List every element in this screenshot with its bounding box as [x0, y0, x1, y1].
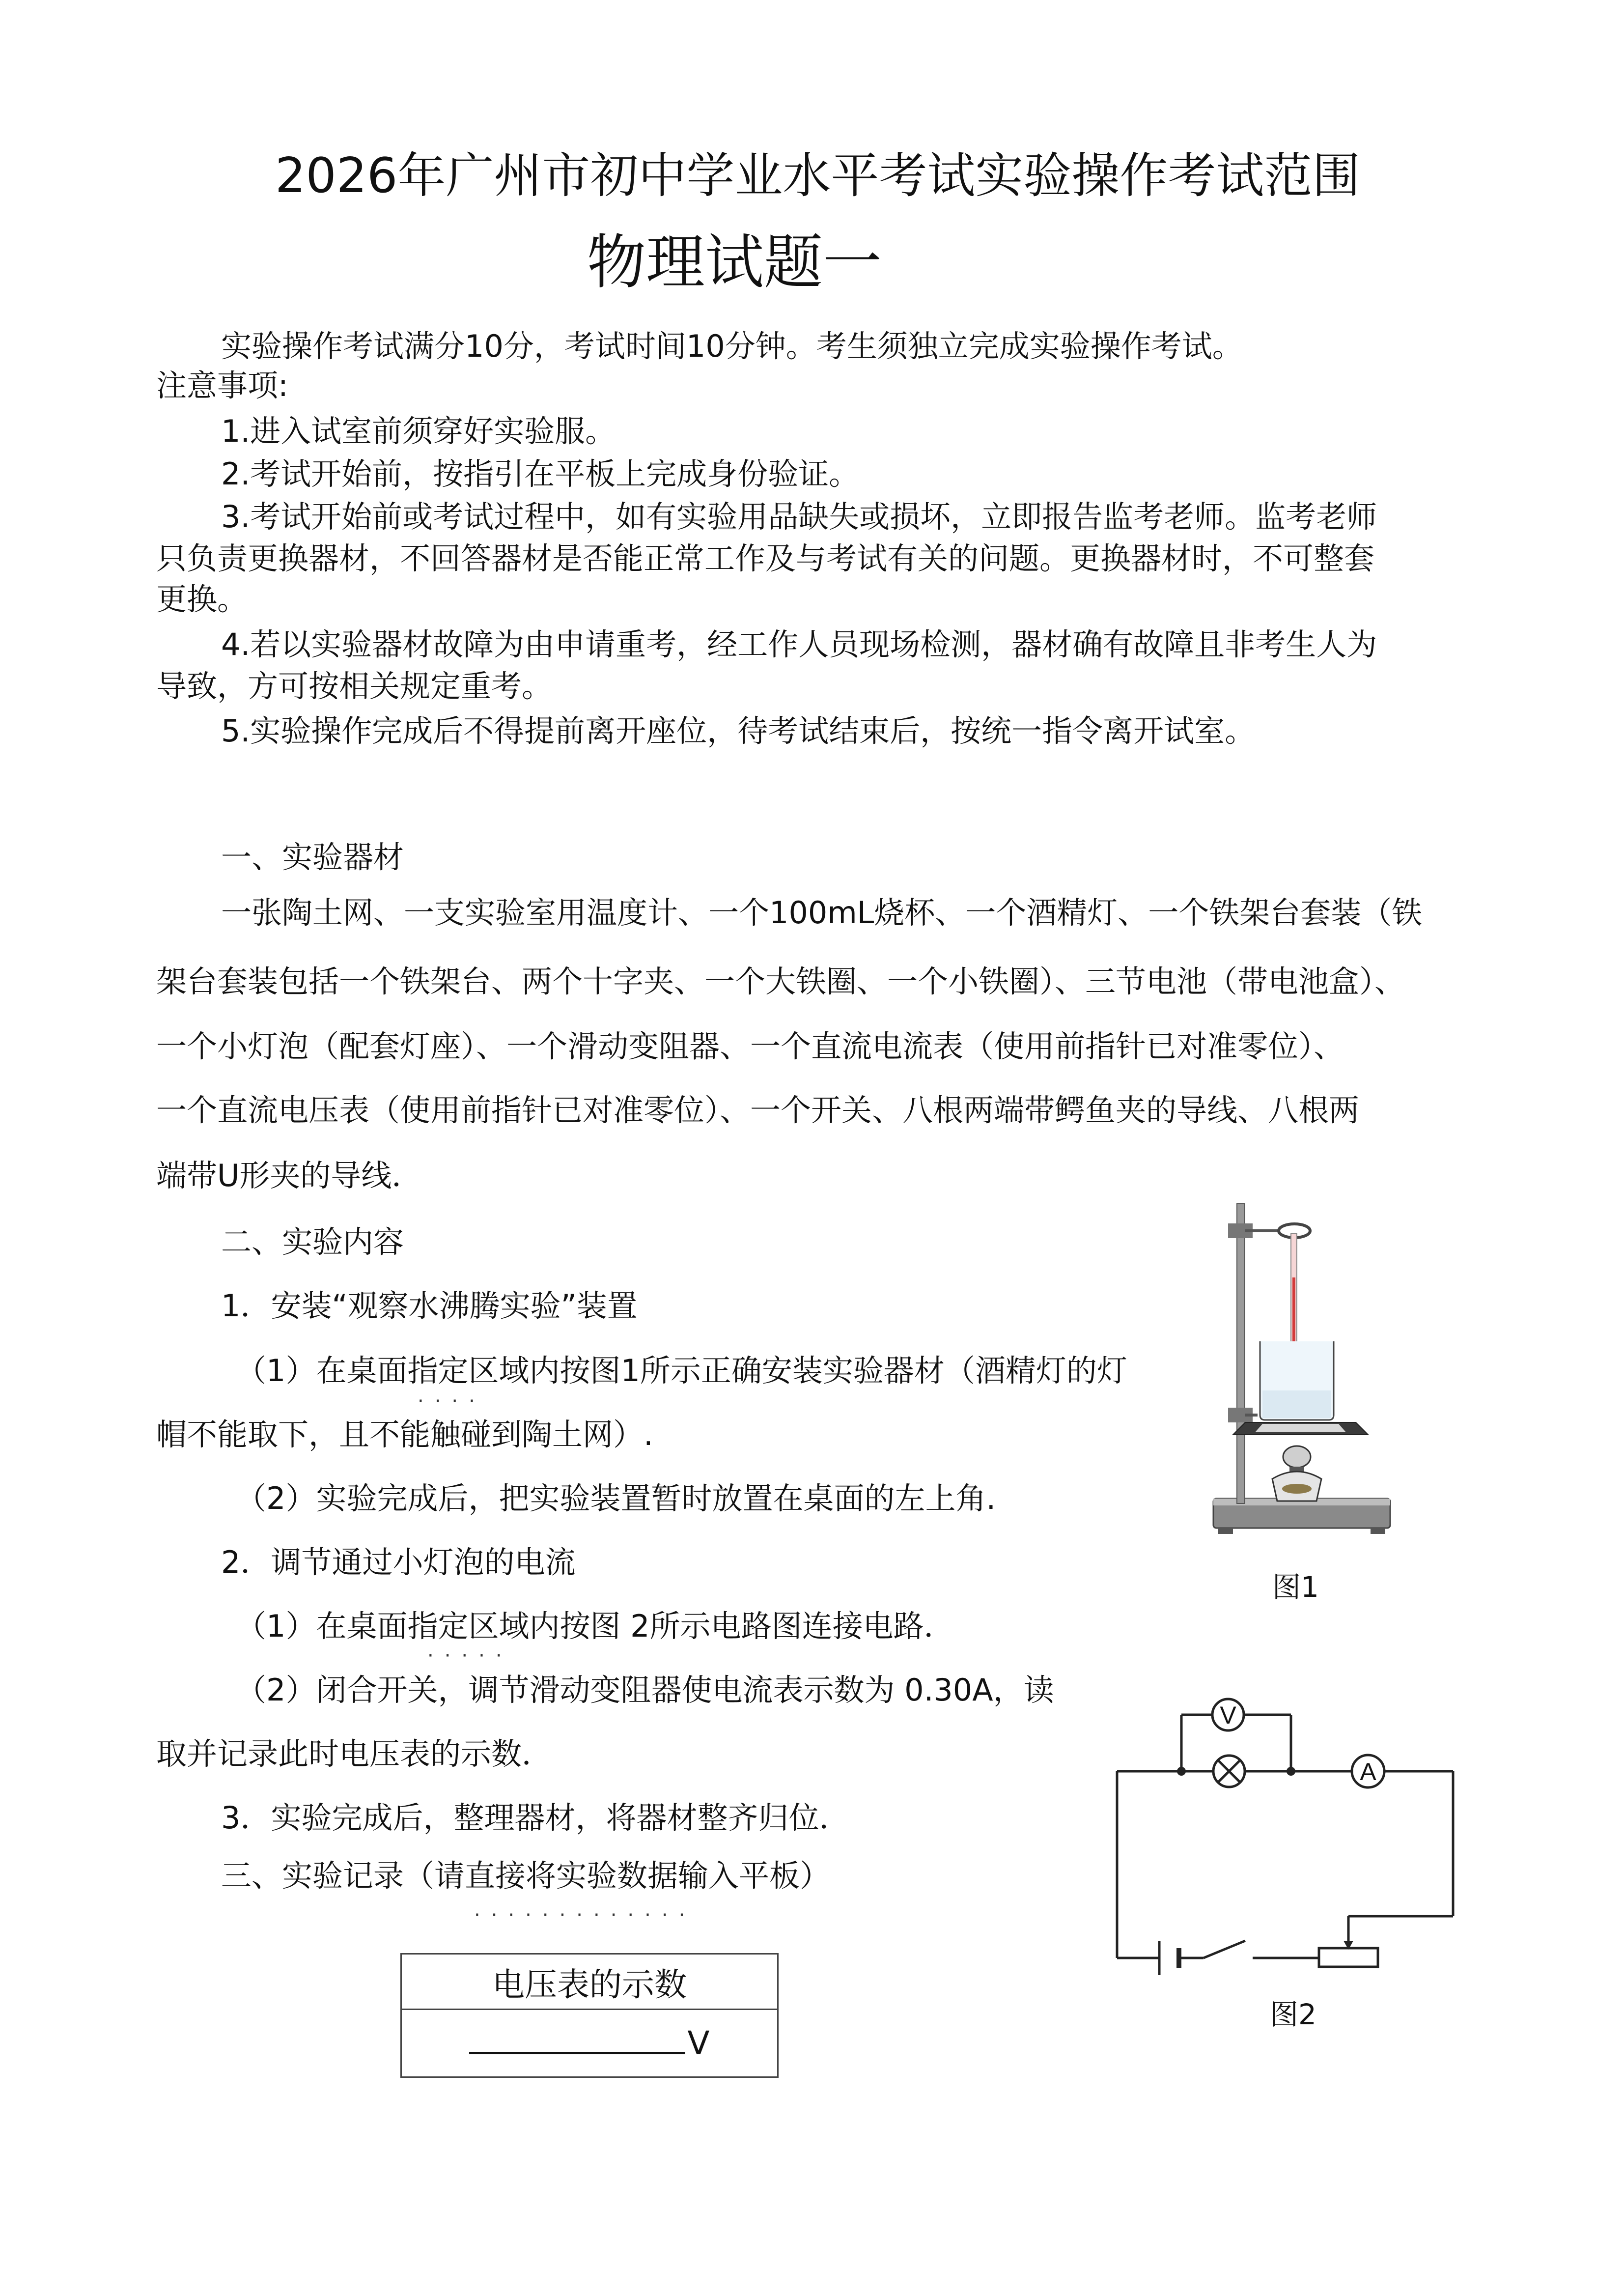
notice-heading: 注意事项:	[156, 368, 288, 403]
task3: 3．实验完成后，整理器材，将器材整齐归位．	[221, 1800, 850, 1836]
notice-5: 5.实验操作完成后不得提前离开座位，待考试结束后，按统一指令离开试室。	[221, 713, 1256, 749]
ammeter-label: A	[1360, 1758, 1376, 1786]
notice-2: 2.考试开始前，按指引在平板上完成身份验证。	[221, 456, 860, 492]
answer-blank	[469, 2032, 685, 2054]
task1-step1-line2: 帽不能取下，且不能触碰到陶土网）.	[156, 1417, 653, 1452]
section1-heading: 一、实验器材	[221, 839, 404, 875]
record-table-header: 电压表的示数	[401, 1954, 778, 2010]
task1-step2: （2）实验完成后，把实验装置暂时放置在桌面的左上角.	[236, 1480, 996, 1516]
equipment-line1: 一张陶土网、一支实验室用温度计、一个100mL烧杯、一个酒精灯、一个铁架台套装（铁	[221, 895, 1423, 931]
task1-title: 1．安装“观察水沸腾实验”装置	[221, 1288, 638, 1324]
emphasis-dots: ·····	[427, 1644, 513, 1667]
notice-4-line1: 4.若以实验器材故障为由申请重考，经工作人员现场检测，器材确有故障且非考生人为	[221, 626, 1377, 662]
task2-step1: （1）在桌面指定区域内按图 2所示电路图连接电路．	[236, 1608, 954, 1644]
task2-step2-line1: （2）闭合开关，调节滑动变阻器使电流表示数为 0.30A，读	[236, 1672, 1054, 1708]
notice-3-line3: 更换。	[156, 581, 248, 617]
equipment-line5: 端带U形夹的导线．	[156, 1158, 422, 1193]
page-subtitle: 物理试题一	[587, 228, 882, 297]
page-title: 2026年广州市初中学业水平考试实验操作考试范围	[275, 148, 1361, 204]
figure1-caption: 图1	[1272, 1570, 1319, 1604]
notice-1: 1.进入试室前须穿好实验服。	[221, 413, 616, 449]
equipment-line2: 架台套装包括一个铁架台、两个十字夹、一个大铁圈、一个小铁圈）、三节电池（带电池盒）、	[156, 964, 1405, 999]
voltage-answer-cell[interactable]	[401, 2010, 778, 2077]
notice-4-line2: 导致，方可按相关规定重考。	[156, 668, 553, 704]
task2-step2-line2: 取并记录此时电压表的示数．	[156, 1736, 553, 1772]
figure2-circuit-diagram	[1105, 1685, 1474, 1980]
task1-step1-line1: （1）在桌面指定区域内按图1所示正确安装实验器材（酒精灯的灯	[236, 1353, 1127, 1389]
emphasis-dots: ····	[418, 1390, 486, 1413]
figure1-boiling-apparatus	[1199, 1184, 1405, 1562]
emphasis-dots: ·············	[474, 1904, 696, 1927]
equipment-line4: 一个直流电压表（使用前指针已对准零位）、一个开关、八根两端带鳄鱼夹的导线、八根两	[156, 1092, 1360, 1128]
section2-heading: 二、实验内容	[221, 1224, 404, 1260]
voltmeter-label: V	[1220, 1701, 1236, 1729]
intro-text: 实验操作考试满分10分，考试时间10分钟。考生须独立完成实验操作考试。	[221, 328, 1243, 364]
figure2-caption: 图2	[1270, 1998, 1316, 2031]
equipment-line3: 一个小灯泡（配套灯座）、一个滑动变阻器、一个直流电流表（使用前指针已对准零位）、	[156, 1028, 1344, 1064]
voltage-unit: V	[687, 2024, 710, 2062]
task2-title: 2．调节通过小灯泡的电流	[221, 1544, 576, 1580]
notice-3-line1: 3.考试开始前或考试过程中，如有实验用品缺失或损坏，立即报告监考老师。监考老师	[221, 499, 1377, 535]
section3-heading: 三、实验记录（请直接将实验数据输入平板）	[221, 1858, 831, 1894]
notice-3-line2: 只负责更换器材，不回答器材是否能正常工作及与考试有关的问题。更换器材时，不可整套	[156, 540, 1375, 576]
record-table	[400, 1953, 779, 2078]
